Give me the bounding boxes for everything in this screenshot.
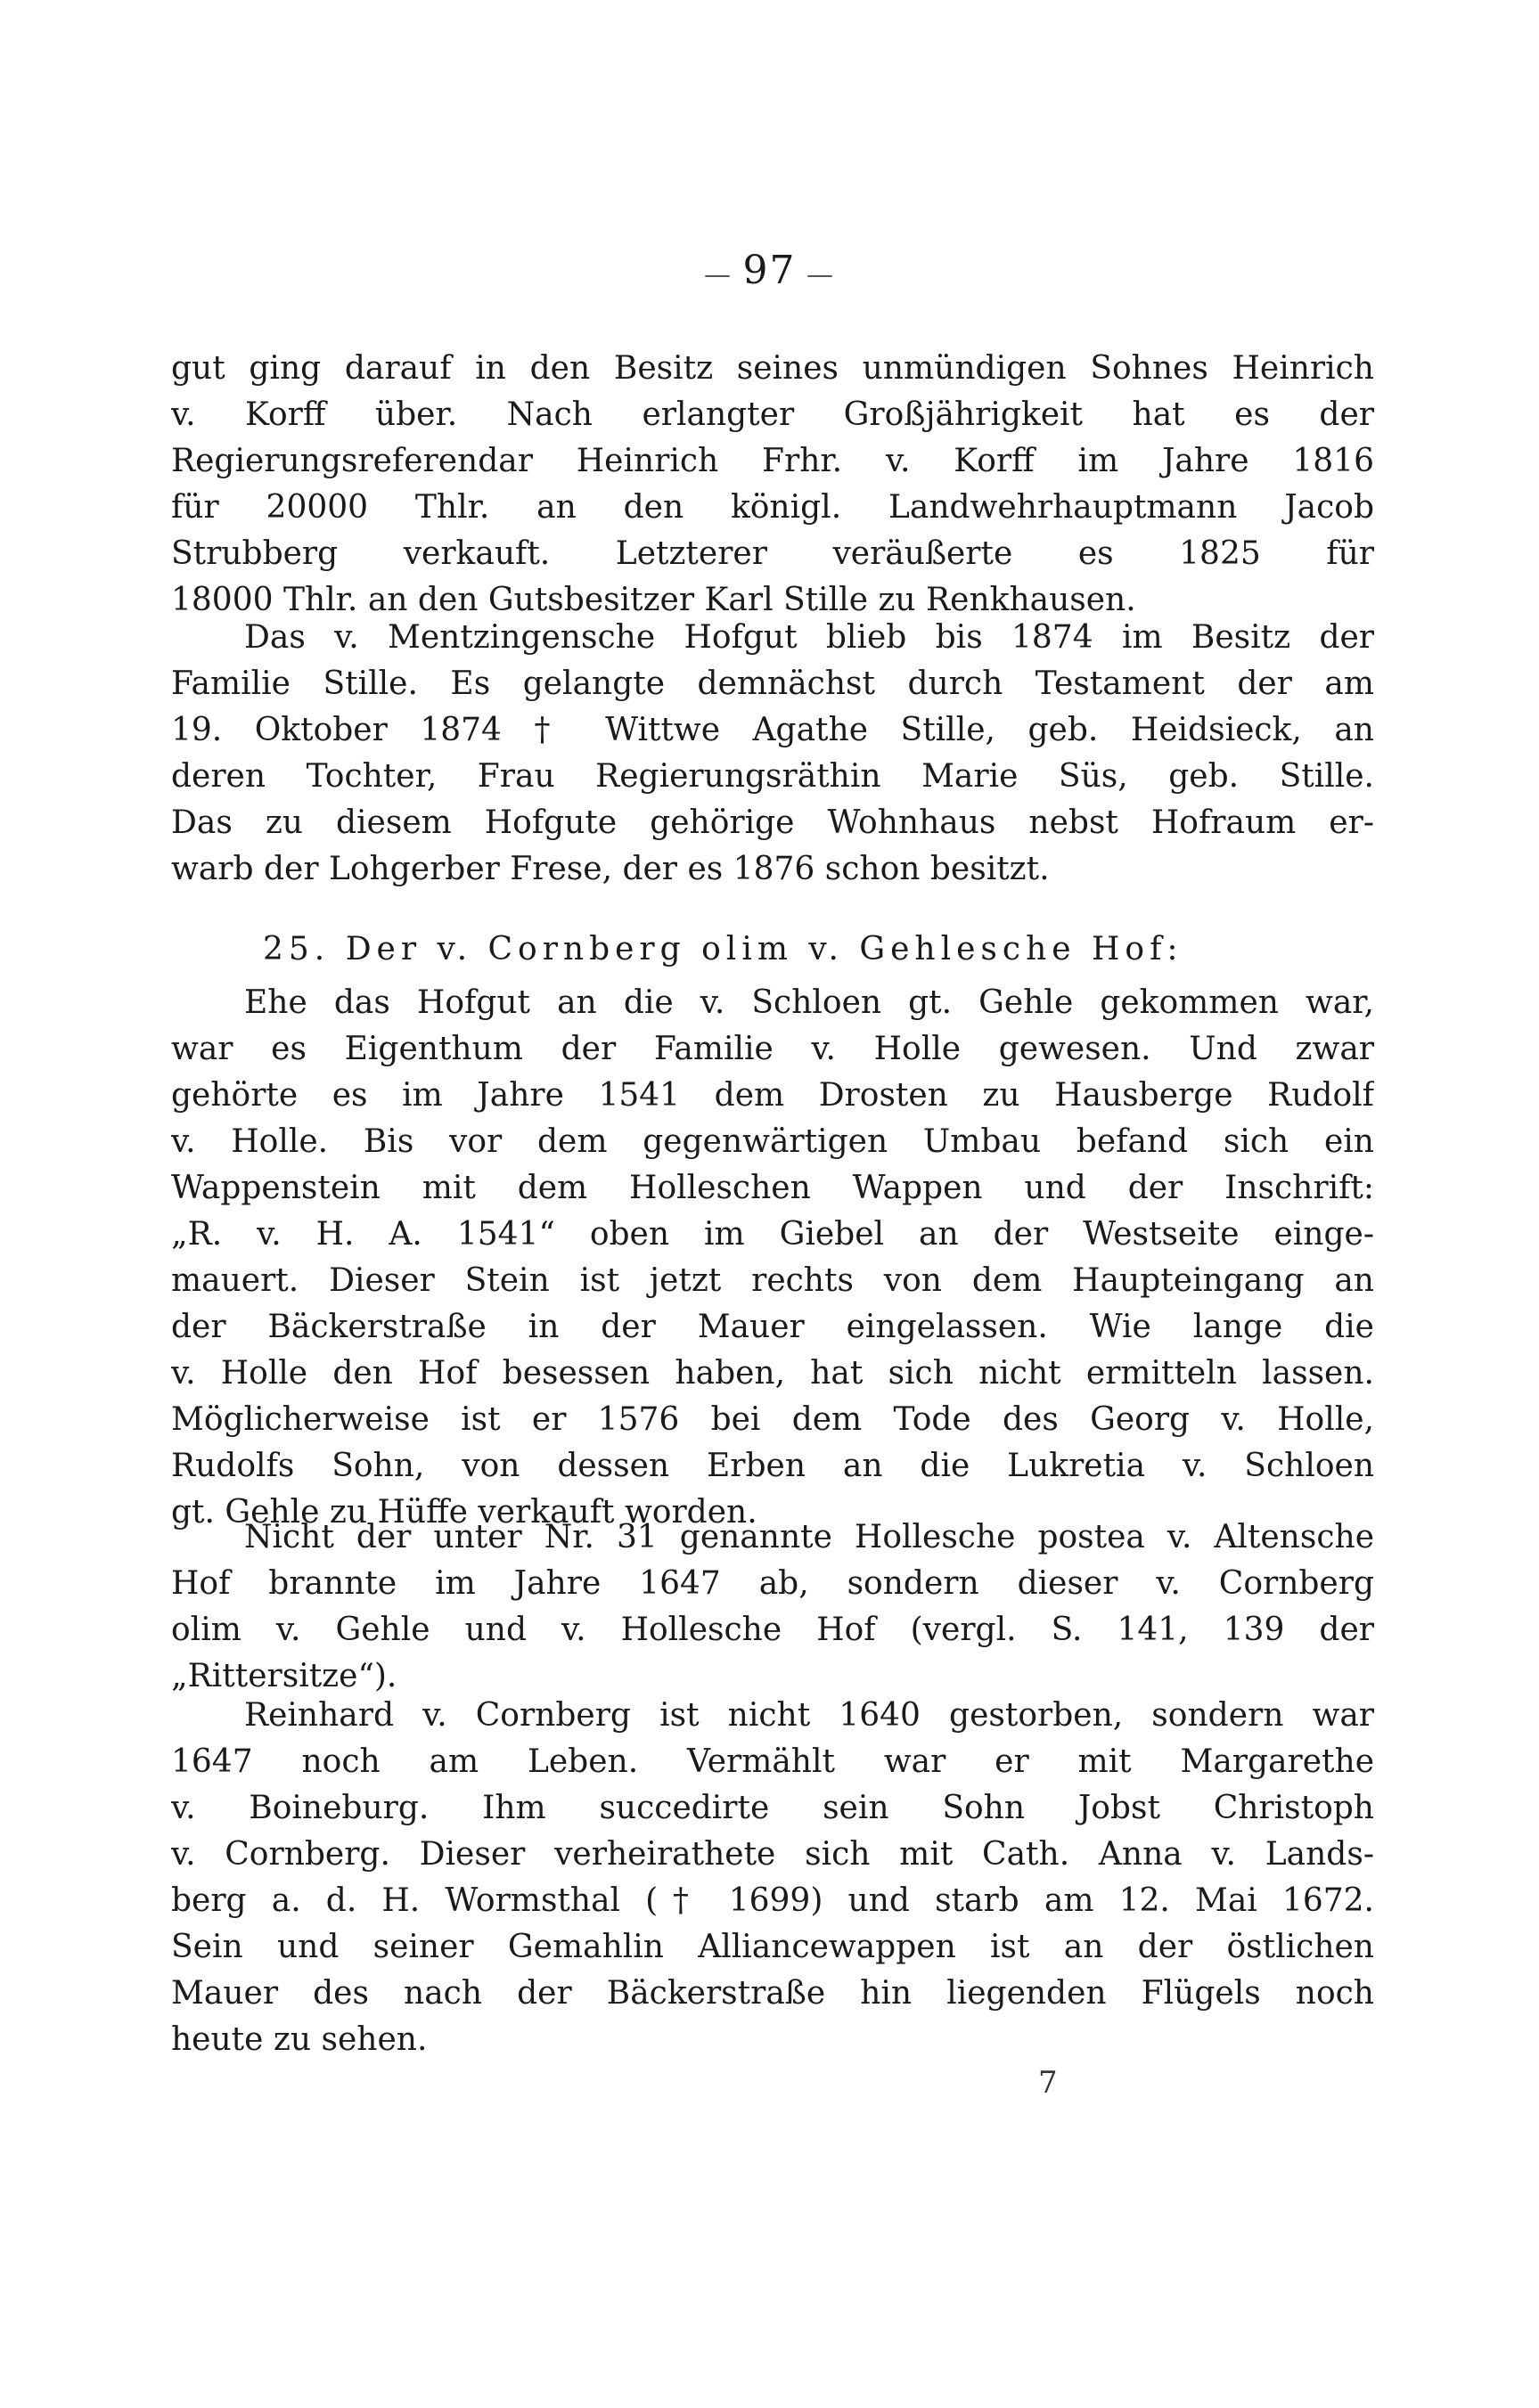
paragraph-5 — [171, 1693, 1374, 2063]
text-line: gut ging darauf in den Besitz seines unmündigen Sohnes Heinrich — [171, 350, 1374, 387]
text-line: Regierungsreferendar Heinrich Frhr. v. Korff im Jahre 1816 — [171, 443, 1374, 479]
page-number: — 97 — — [703, 248, 836, 293]
page-number-value: 97 — [742, 248, 797, 293]
text-line: „R. v. H. A. 1541“ oben im Giebel an der Westseite einge- — [171, 1216, 1374, 1253]
text-line: warb der Lohgerber Frese, der es 1876 schon besitzt. — [171, 851, 1050, 887]
text-line: v. Korff über. Nach erlangter Großjährigkeit hat es der — [171, 396, 1374, 433]
signature-mark: 7 — [1038, 2065, 1058, 2101]
text-line: heute zu sehen. — [171, 2021, 428, 2058]
text-line: v. Holle den Hof besessen haben, hat sich nicht ermitteln lassen. — [171, 1355, 1374, 1392]
text-line: für 20000 Thlr. an den königl. Landwehrhauptmann Jacob — [171, 489, 1374, 526]
text-line: „Rittersitze“). — [171, 1658, 397, 1694]
text-line: Familie Stille. Es gelangte demnächst durch Testament der am — [171, 665, 1374, 702]
text-line: v. Boineburg. Ihm succedirte sein Sohn Jobst Christoph — [171, 1790, 1374, 1826]
paragraph-2 — [171, 615, 1374, 893]
text-line: v. Cornberg. Dieser verheirathete sich mit Cath. Anna v. Lands- — [171, 1836, 1374, 1873]
text-line: 19. Oktober 1874 † Wittwe Agathe Stille, geb. Heidsieck, an — [171, 712, 1374, 748]
text-line: Strubberg verkauft. Letzterer veräußerte es 1825 für — [171, 535, 1374, 572]
text-line: Das zu diesem Hofgute gehörige Wohnhaus nebst Hofraum er- — [171, 804, 1374, 841]
paragraph-4 — [171, 1514, 1374, 1700]
text-line: Nicht der unter Nr. 31 genannte Hollesche postea v. Altensche — [244, 1519, 1374, 1555]
section-heading: 25. Der v. Cornberg olim v. Gehlesche Hof: — [263, 931, 1183, 967]
text-line: 18000 Thlr. an den Gutsbesitzer Karl Stille zu Renkhausen. — [171, 582, 1136, 618]
text-line: Ehe das Hofgut an die v. Schloen gt. Gehle gekommen war, — [244, 984, 1374, 1021]
text-line: olim v. Gehle und v. Hollesche Hof (vergl. S. 141, 139 der — [171, 1612, 1374, 1648]
text-line: mauert. Dieser Stein ist jetzt rechts von dem Haupteingang an — [171, 1262, 1374, 1299]
paragraph-1 — [171, 346, 1374, 624]
text-line: Hof brannte im Jahre 1647 ab, sondern dieser v. Cornberg — [171, 1565, 1374, 1602]
text-line: Sein und seiner Gemahlin Alliancewappen ist an der östlichen — [171, 1929, 1374, 1965]
text-line: Möglicherweise ist er 1576 bei dem Tode des Georg v. Holle, — [171, 1401, 1374, 1438]
text-line: Reinhard v. Cornberg ist nicht 1640 gestorben, sondern war — [244, 1697, 1374, 1734]
paragraph-3 — [171, 980, 1374, 1536]
text-line: berg a. d. H. Wormsthal († 1699) und starb am 12. Mai 1672. — [171, 1882, 1374, 1919]
text-line: 1647 noch am Leben. Vermählt war er mit Margarethe — [171, 1743, 1374, 1780]
text-line: Mauer des nach der Bäckerstraße hin liegenden Flügels noch — [171, 1975, 1374, 2012]
text-line: gehörte es im Jahre 1541 dem Drosten zu Hausberge Rudolf — [171, 1077, 1374, 1114]
text-line: Rudolfs Sohn, von dessen Erben an die Lukretia v. Schloen — [171, 1448, 1374, 1484]
text-line: Das v. Mentzingensche Hofgut blieb bis 1874 im Besitz der — [244, 619, 1374, 656]
text-line: war es Eigenthum der Familie v. Holle gewesen. Und zwar — [171, 1031, 1374, 1067]
text-line: der Bäckerstraße in der Mauer eingelassen. Wie lange die — [171, 1309, 1374, 1345]
text-line: gt. Gehle zu Hüffe verkauft worden. — [171, 1494, 757, 1531]
text-line: v. Holle. Bis vor dem gegenwärtigen Umbau befand sich ein — [171, 1123, 1374, 1160]
text-line: Wappenstein mit dem Holleschen Wappen und der Inschrift: — [171, 1170, 1374, 1206]
text-line: deren Tochter, Frau Regierungsräthin Marie Süs, geb. Stille. — [171, 758, 1374, 795]
